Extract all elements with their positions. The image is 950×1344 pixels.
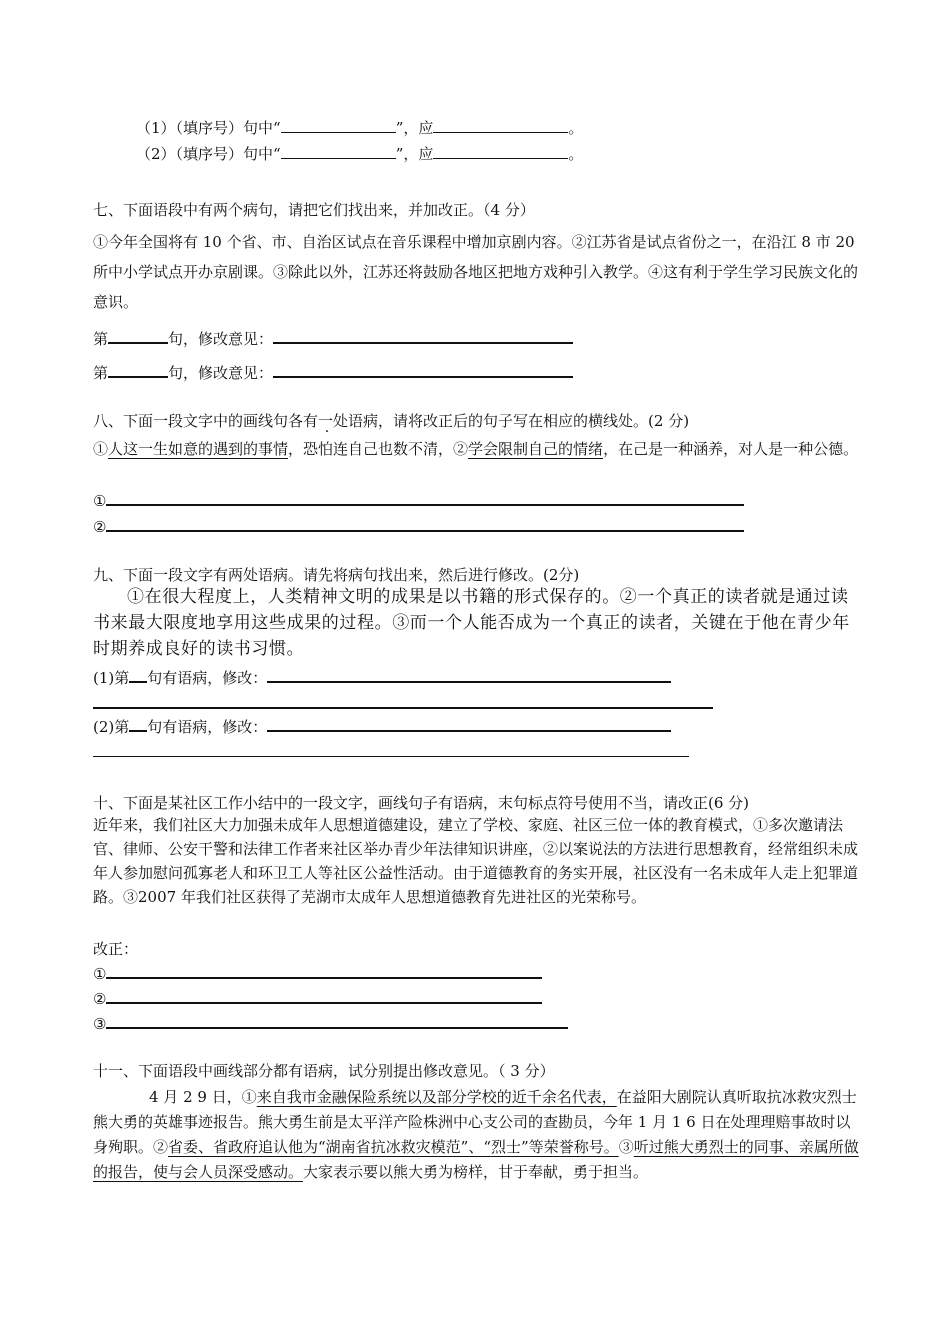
q9-answer-2: (2)第 句有语病，修改： — [93, 716, 671, 737]
q10-answer-1: ① — [93, 963, 542, 984]
q11-underlined-3: 听过熊大勇烈士的同事、亲属所做的报告，使与会人员深受感动。 — [93, 1138, 859, 1181]
q8-title: 八、下面一段文字中的画线句各有一处语病，请将改正后的句子写在相应的横线处。(2 分) — [93, 412, 690, 430]
q10-answer-3: ③ — [93, 1013, 568, 1034]
q10-fix-label: 改正： — [93, 940, 139, 958]
q7-sentence-blank-1[interactable] — [108, 328, 168, 344]
q10-passage: 近年来，我们社区大力加强未成年人思想道德建设，建立了学校、家庭、社区三位一体的教育模式，①多次邀请法官、律师、公安干警和法律工作者来社区举办青少年法律知识讲座，②以案说法的方法进行思想教育，经常组织未成年人参加慰问孤寡老人和环卫工人等社区公益性活动。由于道德教育的务实开展，社区没有一名未成年人走上犯罪道路。③2007 年我们社区获得了芜湖市太成年人思想道德教育先进社区的光荣称号。 — [93, 816, 859, 906]
q9-extra-line-1[interactable] — [93, 707, 713, 709]
q7-fix-blank-2[interactable] — [273, 362, 573, 378]
q8-underlined-1: 人这一生如意的遇到的事情 — [108, 440, 289, 458]
q9-title: 九、下面一段文字有两处语病。请先将病句找出来，然后进行修改。(2分) — [93, 566, 580, 584]
q7-answer-1: 第 句，修改意见： — [93, 328, 573, 349]
q6-answer-line-1: （1）（填序号）句中“ ”，应 。 — [136, 119, 584, 137]
q7-passage: ①今年全国将有 10 个省、市、自治区试点在音乐课程中增加京剧内容。②江苏省是试点省份之一，在沿江 8 市 20 所中小学试点开办京剧课。③除此以外，江苏还将鼓励各地区把地方戏种引入教学。④这有利于学生学习民族文化的意识。 — [93, 233, 859, 311]
q10-answer-blank-2[interactable] — [106, 988, 542, 1004]
q8-passage: ①人这一生如意的遇到的事情，恐怕连自己也数不清，②学会限制自己的情绪，在己是一种涵养，对人是一种公德。 — [93, 440, 859, 458]
q10-answer-2: ② — [93, 988, 542, 1009]
q8-answer-1: ① — [93, 490, 744, 511]
q6-blank-2a[interactable] — [281, 144, 396, 159]
q11-passage: 4 月 2 9 日，①来自我市金融保险系统以及部分学校的近千余名代表，在益阳大剧院认真听取抗冰救灾烈士熊大勇的英雄事迹报告。熊大勇生前是太平洋产险株洲中心支公司的查勘员，今年 1 月 1 6 日在处理理赔事故时以身殉职。②省委、省政府追认他为“湖南省抗冰救灾模范”、“烈士”等荣誉称号。③听过熊大勇烈士的同事、亲属所做的报告，使与会人员深受感动。大家表示要以熊大勇为榜样，甘于奉献，勇于担当。 — [93, 1088, 859, 1181]
q6-blank-2b[interactable] — [433, 144, 568, 159]
q8-answer-blank-2[interactable] — [106, 516, 744, 532]
q9-passage: ①在很大程度上，人类精神文明的成果是以书籍的形式保存的。②一个真正的读者就是通过读书来最大限度地享用这些成果的过程。③而一个人能否成为一个真正的读者，关键在于他在青少年时期养成良好的读书习惯。 — [93, 587, 850, 659]
q11-underlined-2: 省委、省政府追认他为“湖南省抗冰救灾模范”、“烈士”等荣誉称号。 — [168, 1138, 619, 1156]
q11-title: 十一、下面语段中画线部分都有语病，试分别提出修改意见。（ 3 分） — [93, 1062, 555, 1080]
q9-fix-blank-1[interactable] — [267, 667, 671, 683]
q9-fix-blank-2[interactable] — [267, 716, 671, 732]
q7-sentence-blank-2[interactable] — [108, 362, 168, 378]
q10-answer-blank-3[interactable] — [106, 1013, 568, 1029]
q6-blank-1b[interactable] — [433, 118, 568, 133]
q10-title: 十、下面是某社区工作小结中的一段文字，画线句子有语病，末句标点符号使用不当，请改正(6 分) — [93, 794, 750, 812]
q9-answer-1: (1)第 句有语病，修改： — [93, 667, 671, 688]
q9-extra-line-2[interactable] — [93, 756, 689, 757]
q9-sentence-blank-1[interactable] — [129, 667, 147, 683]
q6-blank-1a[interactable] — [281, 118, 396, 133]
q7-title: 七、下面语段中有两个病句，请把它们找出来，并加改正。（4 分） — [93, 201, 535, 219]
q6-answer-line-2: （2）（填序号）句中“ ”，应 。 — [136, 145, 584, 163]
q8-answer-2: ② — [93, 516, 744, 537]
q10-answer-blank-1[interactable] — [106, 963, 542, 979]
q8-answer-blank-1[interactable] — [106, 490, 744, 506]
q11-underlined-1: 来自我市金融保险系统以及部分学校的近千余名代表， — [256, 1088, 617, 1106]
q7-fix-blank-1[interactable] — [273, 328, 573, 344]
q9-sentence-blank-2[interactable] — [129, 716, 147, 732]
q8-underlined-2: 学会限制自己的情绪 — [468, 440, 604, 458]
q7-answer-2: 第 句，修改意见： — [93, 362, 573, 383]
